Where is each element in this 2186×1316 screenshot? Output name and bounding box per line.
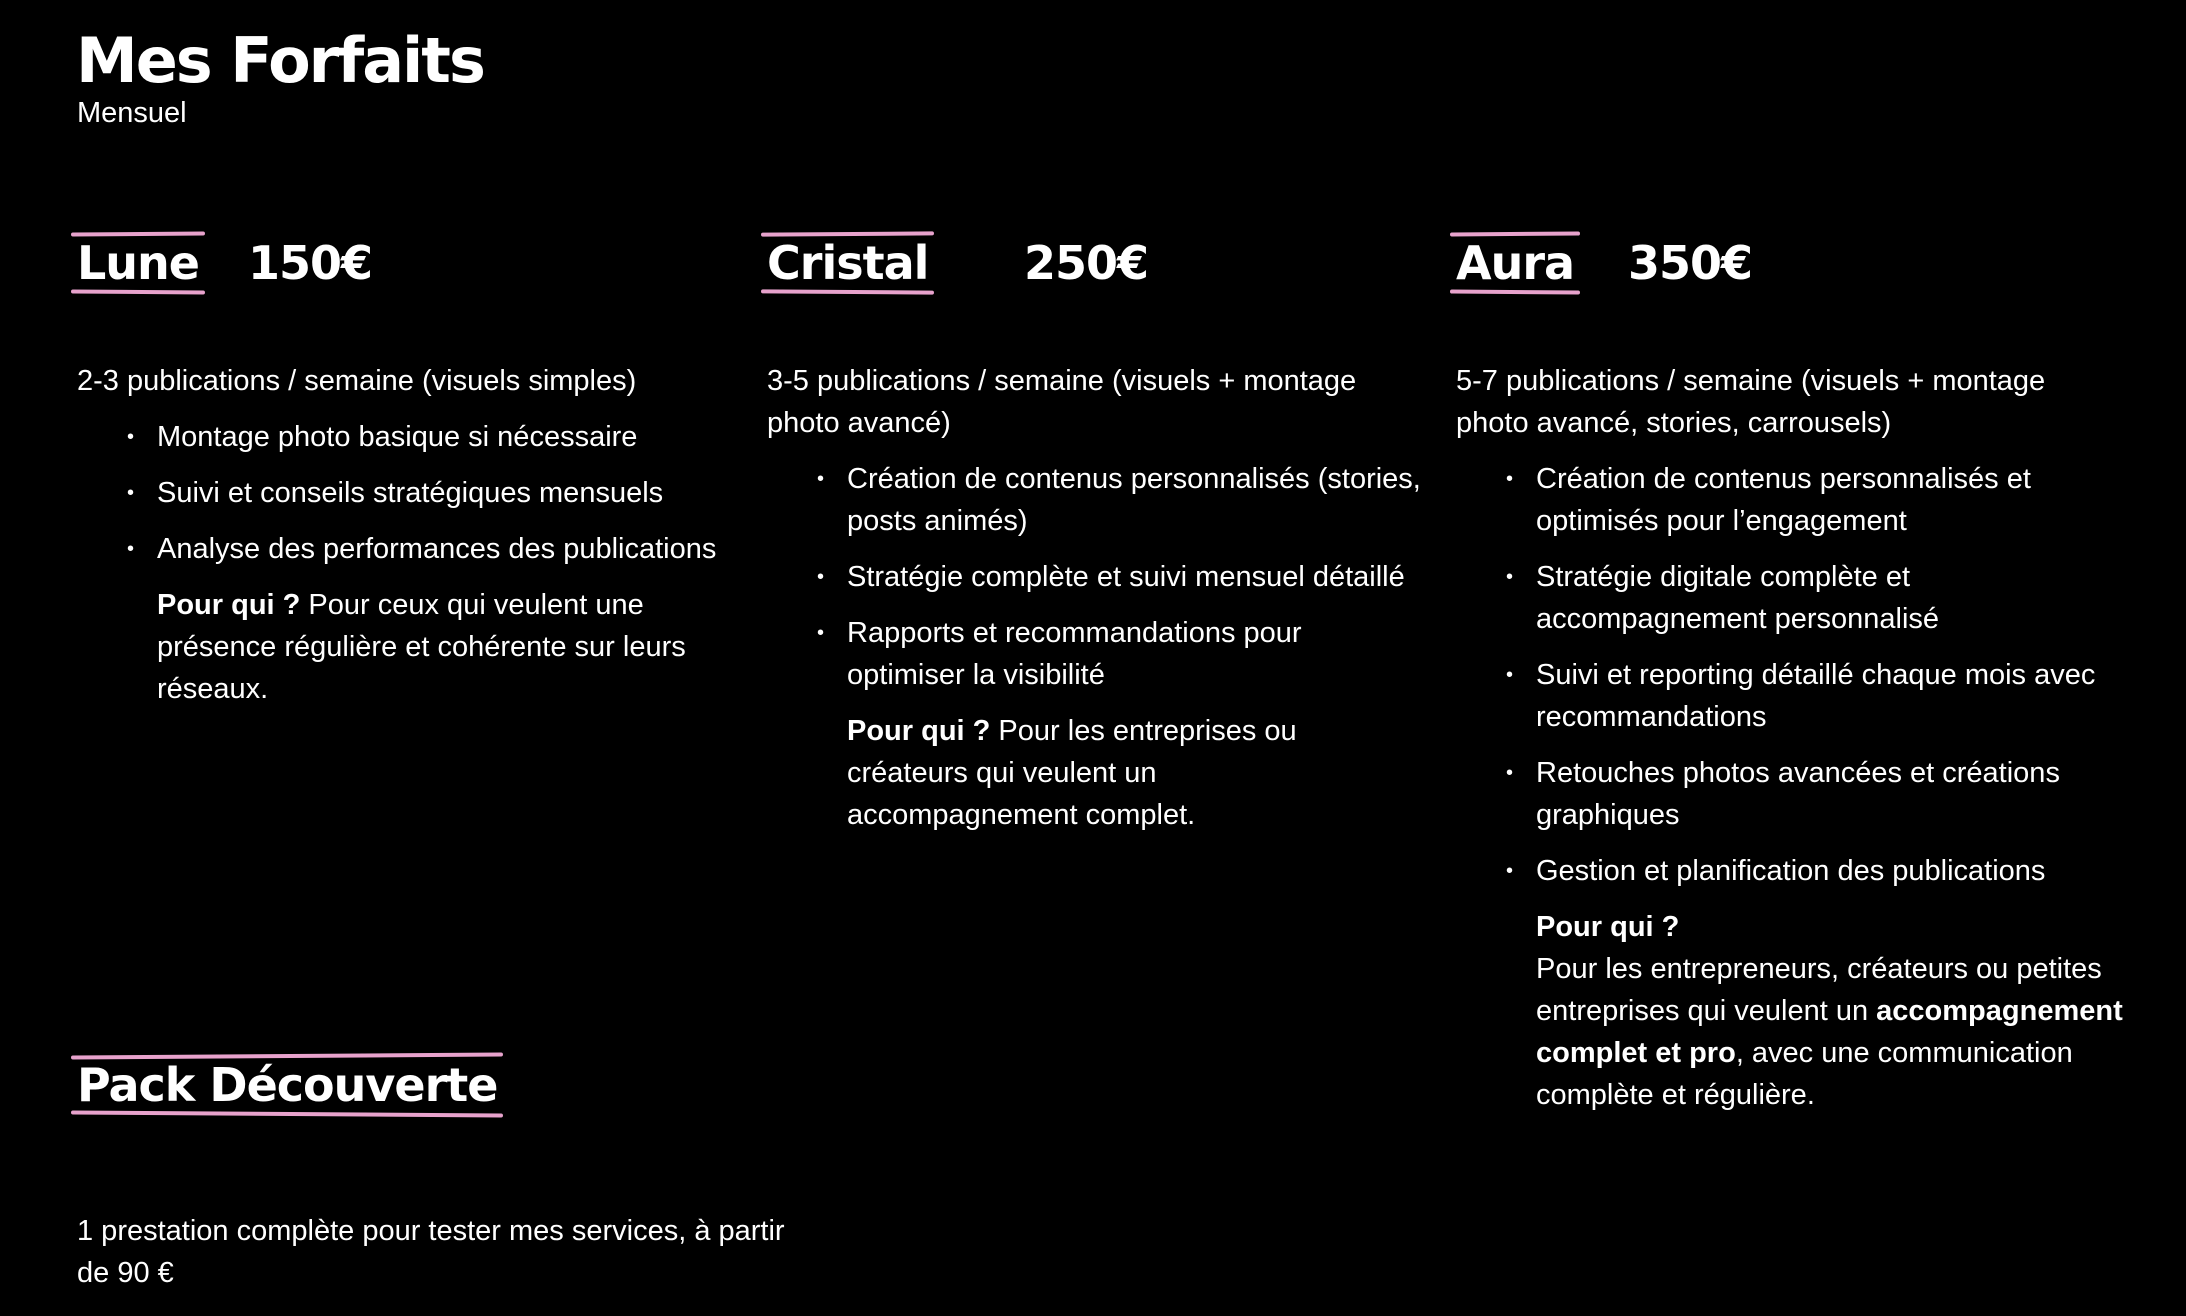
feature-list	[77, 416, 737, 570]
plan-intro: 5-7 publications / semaine (visuels + montage photo avancé, stories, carrousels)	[1456, 365, 2046, 439]
target-audience	[157, 584, 737, 710]
page-title: Mes Forfaits	[76, 24, 484, 97]
feature-item: • Création de contenus personnalisés (stories, posts animés)	[847, 458, 1427, 542]
plan-lune	[77, 230, 737, 710]
pack-name: Pack Découverte	[71, 1052, 503, 1118]
plan-intro: 2-3 publications / semaine (visuels simples)	[77, 365, 637, 397]
feature-item: • Suivi et reporting détaillé chaque mois avec recommandations	[1536, 654, 2116, 738]
plan-intro: 3-5 publications / semaine (visuels + montage photo avancé)	[767, 365, 1357, 439]
pack-intro: 1 prestation complète pour tester mes services, à partir de 90 €	[77, 1215, 785, 1289]
feature-item: • Retouches photos avancées et créations graphiques	[1536, 752, 2116, 836]
target-audience-text: , avec une communication complète et régulière.	[1536, 1037, 2073, 1111]
plan-name: Lune	[71, 230, 205, 296]
plan-header	[767, 230, 1427, 296]
plan-cristal	[767, 230, 1427, 836]
feature-item: • Stratégie complète et suivi mensuel détaillé	[847, 556, 1427, 598]
feature-item: • Suivi et conseils stratégiques mensuels	[157, 472, 737, 514]
feature-item: • Analyse des performances des publications	[157, 528, 737, 570]
feature-item: • Création de contenus personnalisés et optimisés pour l’engagement	[1536, 458, 2116, 542]
feature-item: • Montage photo basique si nécessaire	[157, 416, 737, 458]
target-audience-text: Pour les entreprises ou créateurs qui veulent un accompagnement complet.	[847, 715, 1297, 831]
target-audience-label: Pour qui ?	[157, 589, 301, 621]
target-audience-label: Pour qui ?	[847, 715, 991, 747]
target-audience-emphasis: accompagnement complet et pro	[1536, 995, 2123, 1069]
feature-list	[1456, 458, 2116, 892]
page-subtitle: Mensuel	[77, 97, 187, 129]
feature-list	[767, 458, 1427, 696]
pack-header	[77, 1052, 797, 1118]
feature-item: • Stratégie digitale complète et accompagnement personnalisé	[1536, 556, 2116, 640]
target-audience-text: Pour les entrepreneurs, créateurs ou petites entreprises qui veulent un	[1536, 953, 2102, 1027]
plan-name: Cristal	[761, 230, 934, 296]
plan-header	[77, 230, 737, 296]
plan-aura	[1456, 230, 2123, 1116]
target-audience-label: Pour qui ?	[1536, 911, 1680, 943]
plan-price: 350€	[1628, 236, 1753, 290]
target-audience	[847, 710, 1347, 836]
plan-price: 150€	[248, 236, 373, 290]
feature-item: • Rapports et recommandations pour optimiser la visibilité	[847, 612, 1427, 696]
target-audience-text: Pour ceux qui veulent une présence régulière et cohérente sur leurs réseaux.	[157, 589, 686, 705]
plan-name: Aura	[1450, 230, 1580, 296]
feature-item: • Gestion et planification des publications	[1536, 850, 2116, 892]
pack-decouverte	[77, 1052, 797, 1294]
plan-header	[1456, 230, 2116, 296]
target-audience	[1536, 906, 2126, 1116]
plan-price: 250€	[1024, 236, 1149, 290]
